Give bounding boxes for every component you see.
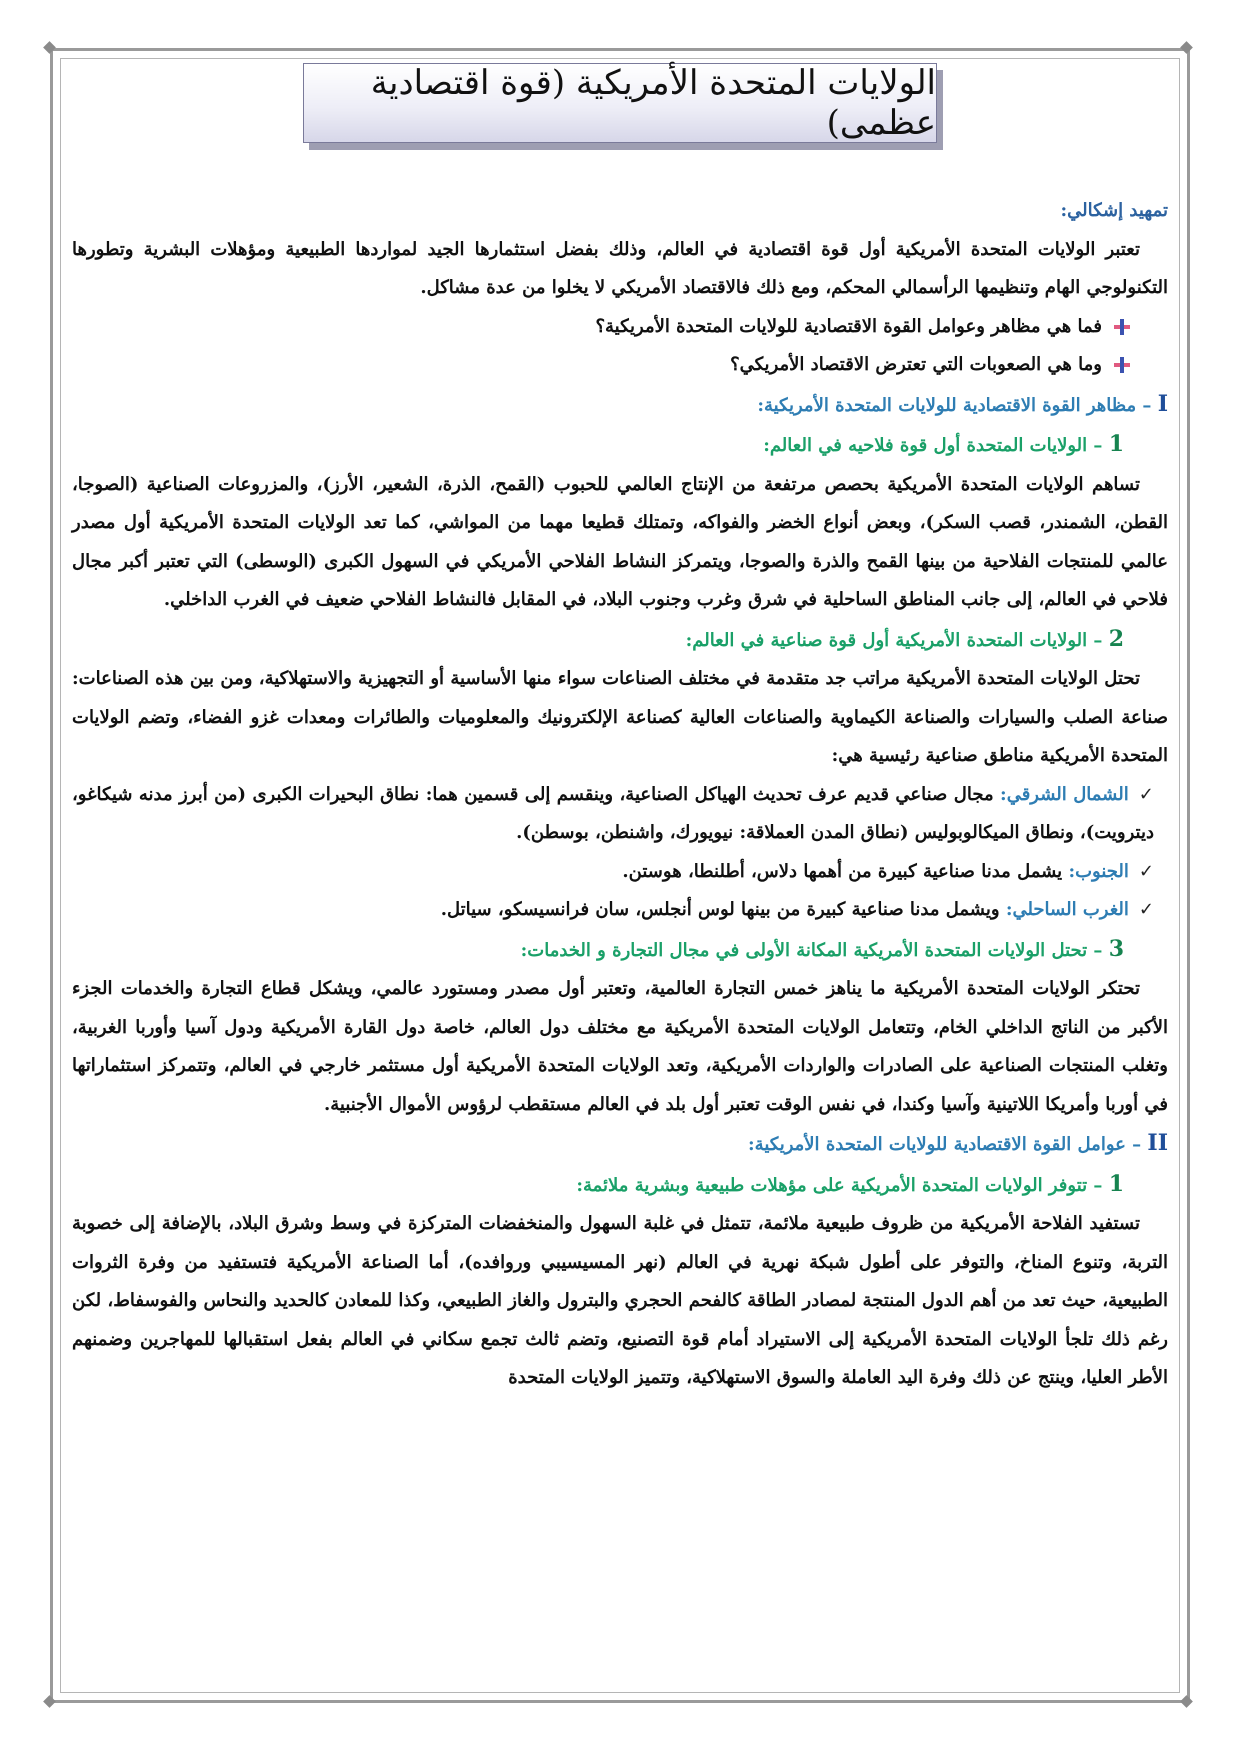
checkmark-icon: ✓	[1138, 860, 1154, 882]
region-text: يشمل مدنا صناعية كبيرة من أهمها دلاس، أطلنطا، هوستن.	[622, 860, 1063, 882]
region-text: ويشمل مدنا صناعية كبيرة من بينها لوس أنجلس، سان فرانسيسكو، سياتل.	[440, 899, 1000, 920]
cross-bullet-icon	[1112, 356, 1132, 374]
section-number: II	[1147, 1130, 1168, 1156]
paragraph: تستفيد الفلاحة الأمريكية من ظروف طبيعية ملائمة، تتمثل في غلبة السهول والمنخفضات المتركزة في وسط وشرق البلاد، بالإضافة إلى خصوبة التربة، وتنوع المناخ، والتوفر على أطول شبكة نهرية في العالم (نهر المسيسيبي وروافده)، أما الصناعة الأمريكية فتستفيد من وفرة الثروات الطبيعية، حيث تعد من أهم الدول المنتجة لمصادر الطاقة كالفحم الحجري والبترول والغاز الطبيعي، وكذا للمعادن كالحديد والنحاس والفوسفاط، لكن رغم ذلك تلجأ الولايات المتحدة الأمريكية إلى الاستيراد أمام قوة التصنيع، وتضم ثالث تجمع سكاني في العالم بفعل استقبالها للمهاجرين وضمنهم الأطر العليا، وينتج عن ذلك وفرة اليد العاملة والسوق الاستهلاكية، وتتميز الولايات المتحدة	[72, 1213, 1168, 1388]
title-box	[303, 63, 937, 143]
subsection-heading: 1 – الولايات المتحدة أول قوة فلاحيه في العالم:	[763, 431, 1124, 457]
intro-label: تمهيد إشكالي:	[1060, 200, 1168, 221]
section-number: I	[1157, 390, 1168, 417]
subsection-title: تتوفر الولايات المتحدة الأمريكية على مؤهلات طبيعية وبشرية ملائمة:	[576, 1174, 1088, 1196]
paragraph: تحتل الولايات المتحدة الأمريكية مراتب جد متقدمة في مختلف الصناعات سواء منها الأساسية أو التجهيزية والاستهلاكية، ومن بين هذه الصناعات: صناعة الصلب والسيارات والصناعة الكيماوية والصناعات العالية كصناعة الإلكترونيك والمعلوميات والطائرات ومعدات غزو الفضاء، وتضم الولايات المتحدة الأمريكية مناطق صناعية رئيسية هي:	[72, 668, 1168, 766]
subsection-title: الولايات المتحدة أول قوة فلاحيه في العالم:	[763, 435, 1088, 456]
paragraph: تحتكر الولايات المتحدة الأمريكية ما يناهز خمس التجارة العالمية، وتعتبر أول مصدر ومستورد عالمي، ويشكل قطاع التجارة والخدمات الجزء الأكبر من الناتج الداخلي الخام، وتتعامل الولايات المتحدة الأمريكية مع مختلف دول العالم، خاصة دول القارة الأمريكية ودول آسيا وأوربا الغربية، وتغلب المنتجات الصناعية على الصادرات والواردات الأمريكية، وتعد الولايات المتحدة الأمريكية أول مستثمر خارجي في العالم، وتتمركز استثماراتها في أوربا وأمريكا اللاتينية وآسيا وكندا، في نفس الوقت تعتبر أول بلد في العالم مستقطب لرؤوس الأموال الأجنبية.	[72, 978, 1168, 1115]
cross-bullet-icon	[1112, 318, 1132, 336]
subsection-number: 3	[1108, 935, 1124, 962]
question-item	[72, 346, 1168, 385]
subsection-number: 1	[1108, 1170, 1124, 1197]
subsection-title: الولايات المتحدة الأمريكية أول قوة صناعية في العالم:	[685, 629, 1088, 651]
subsection-number: 1	[1108, 431, 1124, 457]
checkmark-icon: ✓	[1138, 783, 1154, 805]
region-name: الجنوب:	[1068, 860, 1129, 882]
region-item	[72, 776, 1168, 853]
question-text: فما هي مظاهر وعوامل القوة الاقتصادية للولايات المتحدة الأمريكية؟	[595, 315, 1102, 337]
subsection-heading: 1 – تتوفر الولايات المتحدة الأمريكية على مؤهلات طبيعية وبشرية ملائمة:	[576, 1170, 1124, 1197]
region-item	[72, 853, 1168, 892]
region-name: الشمال الشرقي:	[1000, 783, 1129, 805]
subsection-title: تحتل الولايات المتحدة الأمريكية المكانة الأولى في مجال التجارة و الخدمات:	[520, 939, 1088, 961]
section-title: عوامل القوة الاقتصادية للولايات المتحدة الأمريكية:	[748, 1134, 1126, 1155]
region-item	[72, 891, 1168, 930]
page-title: الولايات المتحدة الأمريكية (قوة اقتصادية عظمى)	[370, 63, 936, 143]
region-name: الغرب الساحلي:	[1005, 899, 1129, 920]
question-text: وما هي الصعوبات التي تعترض الاقتصاد الأمريكي؟	[730, 354, 1102, 375]
question-item	[72, 308, 1168, 347]
paragraph: تساهم الولايات المتحدة الأمريكية بحصص مرتفعة من الإنتاج العالمي للحبوب (القمح، الذرة، الشعير، الأرز)، والمزروعات الصناعية (الصوجا، القطن، الشمندر، قصب السكر)، وبعض أنواع الخضر والفواكه، وتمتلك قطيعا مهما من المواشي، كما تعد الولايات المتحدة الأمريكية أول مصدر عالمي للمنتجات الفلاحية من بينها القمح والذرة والصوجا، ويتمركز النشاط الفلاحي الأمريكي في السهول الكبرى (الوسطى) التي تعتبر أكبر مجال فلاحي في العالم، إلى جانب المناطق الساحلية في شرق وغرب وجنوب البلاد، في المقابل فالنشاط الفلاحي ضعيف في الغرب الداخلي.	[72, 473, 1168, 610]
checkmark-icon: ✓	[1138, 899, 1154, 920]
intro-paragraph: تعتبر الولايات المتحدة الأمريكية أول قوة اقتصادية في العالم، وذلك بفضل استثمارها الجيد لمواردها الطبيعية ومؤهلات البشرية وتطورها التكنولوجي الهام وتنظيمها الرأسمالي المحكم، ومع ذلك فالاقتصاد الأمريكي لا يخلوا من عدة مشاكل.	[72, 238, 1168, 298]
document-body	[72, 192, 1168, 1398]
subsection-heading: 3 – تحتل الولايات المتحدة الأمريكية المكانة الأولى في مجال التجارة و الخدمات:	[520, 935, 1124, 962]
section-heading: II – عوامل القوة الاقتصادية للولايات المتحدة الأمريكية:	[748, 1130, 1168, 1156]
section-title: مظاهر القوة الاقتصادية للولايات المتحدة الأمريكية:	[757, 394, 1137, 416]
subsection-number: 2	[1108, 625, 1124, 652]
subsection-heading: 2 – الولايات المتحدة الأمريكية أول قوة صناعية في العالم:	[685, 625, 1124, 652]
section-heading: I – مظاهر القوة الاقتصادية للولايات المتحدة الأمريكية:	[757, 390, 1168, 417]
region-text: مجال صناعي قديم عرف تحديث الهياكل الصناعية، وينقسم إلى قسمين هما: نطاق البحيرات الكبرى (من أبرز مدنه شيكاغو، ديترويت)، ونطاق الميكالوبوليس (نطاق المدن العملاقة: نيويورك، واشنطن، بوسطن).	[72, 783, 1154, 843]
